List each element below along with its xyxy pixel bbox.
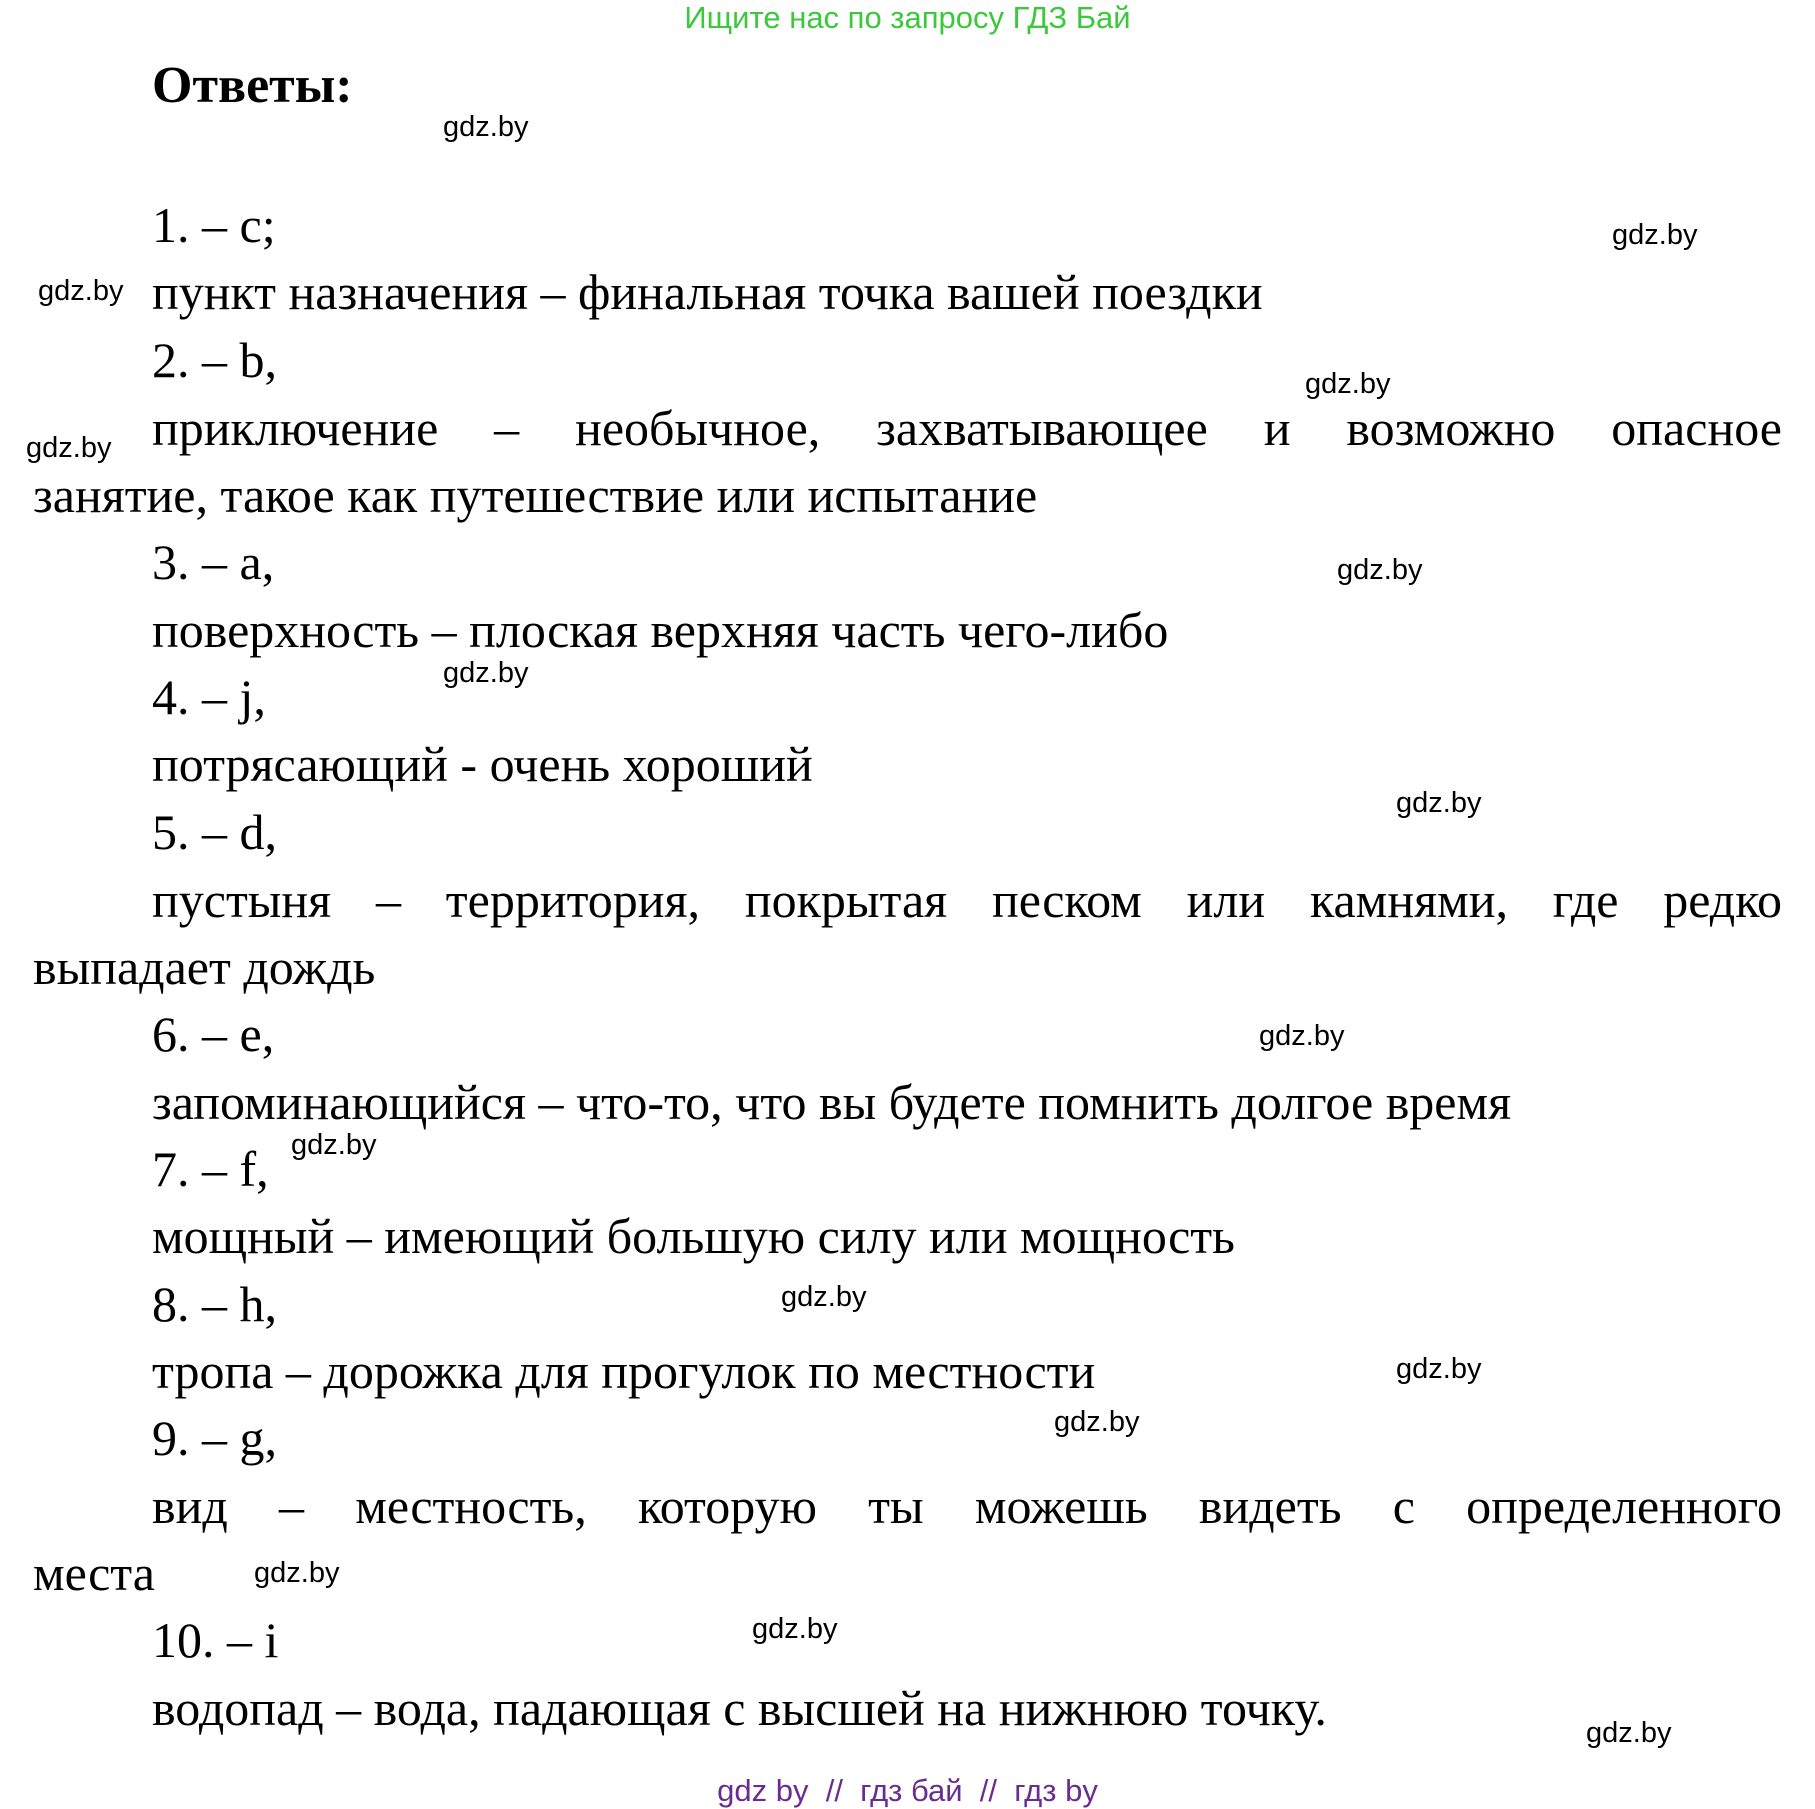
answer-number-1: 1. – c; xyxy=(152,197,276,253)
answer-definition-8: тропа – дорожка для прогулок по местности xyxy=(152,1343,1096,1399)
answer-definition-2: приключение – необычное, захватывающее и возможно опасное xyxy=(152,400,1782,456)
watermark: gdz.by xyxy=(1337,554,1423,586)
watermark: gdz.by xyxy=(1259,1020,1345,1052)
answer-definition-4: потрясающий - очень хороший xyxy=(152,736,813,792)
watermark: gdz.by xyxy=(781,1281,867,1313)
answer-number-5: 5. – d, xyxy=(152,804,277,860)
answer-number-4: 4. – j, xyxy=(152,669,266,725)
answer-definition-1: пункт назначения – финальная точка вашей поездки xyxy=(152,264,1263,320)
answer-definition-7: мощный – имеющий большую силу или мощность xyxy=(152,1208,1235,1264)
answer-definition-2-cont: занятие, такое как путешествие или испытание xyxy=(33,467,1038,523)
watermark: gdz.by xyxy=(291,1129,377,1161)
watermark: gdz.by xyxy=(1612,219,1698,251)
watermark: gdz.by xyxy=(254,1557,340,1589)
answer-number-7: 7. – f, xyxy=(152,1141,269,1197)
answer-definition-5-cont: выпадает дождь xyxy=(33,939,376,995)
answer-definition-3: поверхность – плоская верхняя часть чего-либо xyxy=(152,602,1169,658)
watermark: gdz.by xyxy=(1305,368,1391,400)
page-title: Ответы: xyxy=(152,57,353,114)
watermark: gdz.by xyxy=(1054,1406,1140,1438)
answer-definition-9: вид – местность, которую ты можешь видеть с определенного xyxy=(152,1478,1782,1534)
answer-definition-6: запоминающийся – что-то, что вы будете помнить долгое время xyxy=(152,1074,1512,1130)
answer-number-6: 6. – e, xyxy=(152,1006,275,1062)
top-banner: Ищите нас по запросу ГДЗ Бай xyxy=(684,0,1131,35)
footer-links: gdz by // гдз бай // гдз by xyxy=(717,1773,1098,1808)
watermark: gdz.by xyxy=(752,1613,838,1645)
answer-number-10: 10. – i xyxy=(152,1612,279,1668)
watermark: gdz.by xyxy=(1396,1353,1482,1385)
watermark: gdz.by xyxy=(443,657,529,689)
answer-number-3: 3. – a, xyxy=(152,534,275,590)
answer-definition-10: водопад – вода, падающая с высшей на нижнюю точку. xyxy=(152,1680,1327,1736)
answer-definition-5: пустыня – территория, покрытая песком или камнями, где редко xyxy=(152,872,1782,928)
answer-definition-9-cont: места xyxy=(33,1545,155,1601)
watermark: gdz.by xyxy=(26,432,112,464)
watermark: gdz.by xyxy=(443,111,529,143)
watermark: gdz.by xyxy=(38,275,124,307)
answer-number-8: 8. – h, xyxy=(152,1276,277,1332)
watermark: gdz.by xyxy=(1586,1717,1672,1749)
answer-number-9: 9. – g, xyxy=(152,1410,277,1466)
watermark: gdz.by xyxy=(1396,787,1482,819)
answer-number-2: 2. – b, xyxy=(152,332,277,388)
